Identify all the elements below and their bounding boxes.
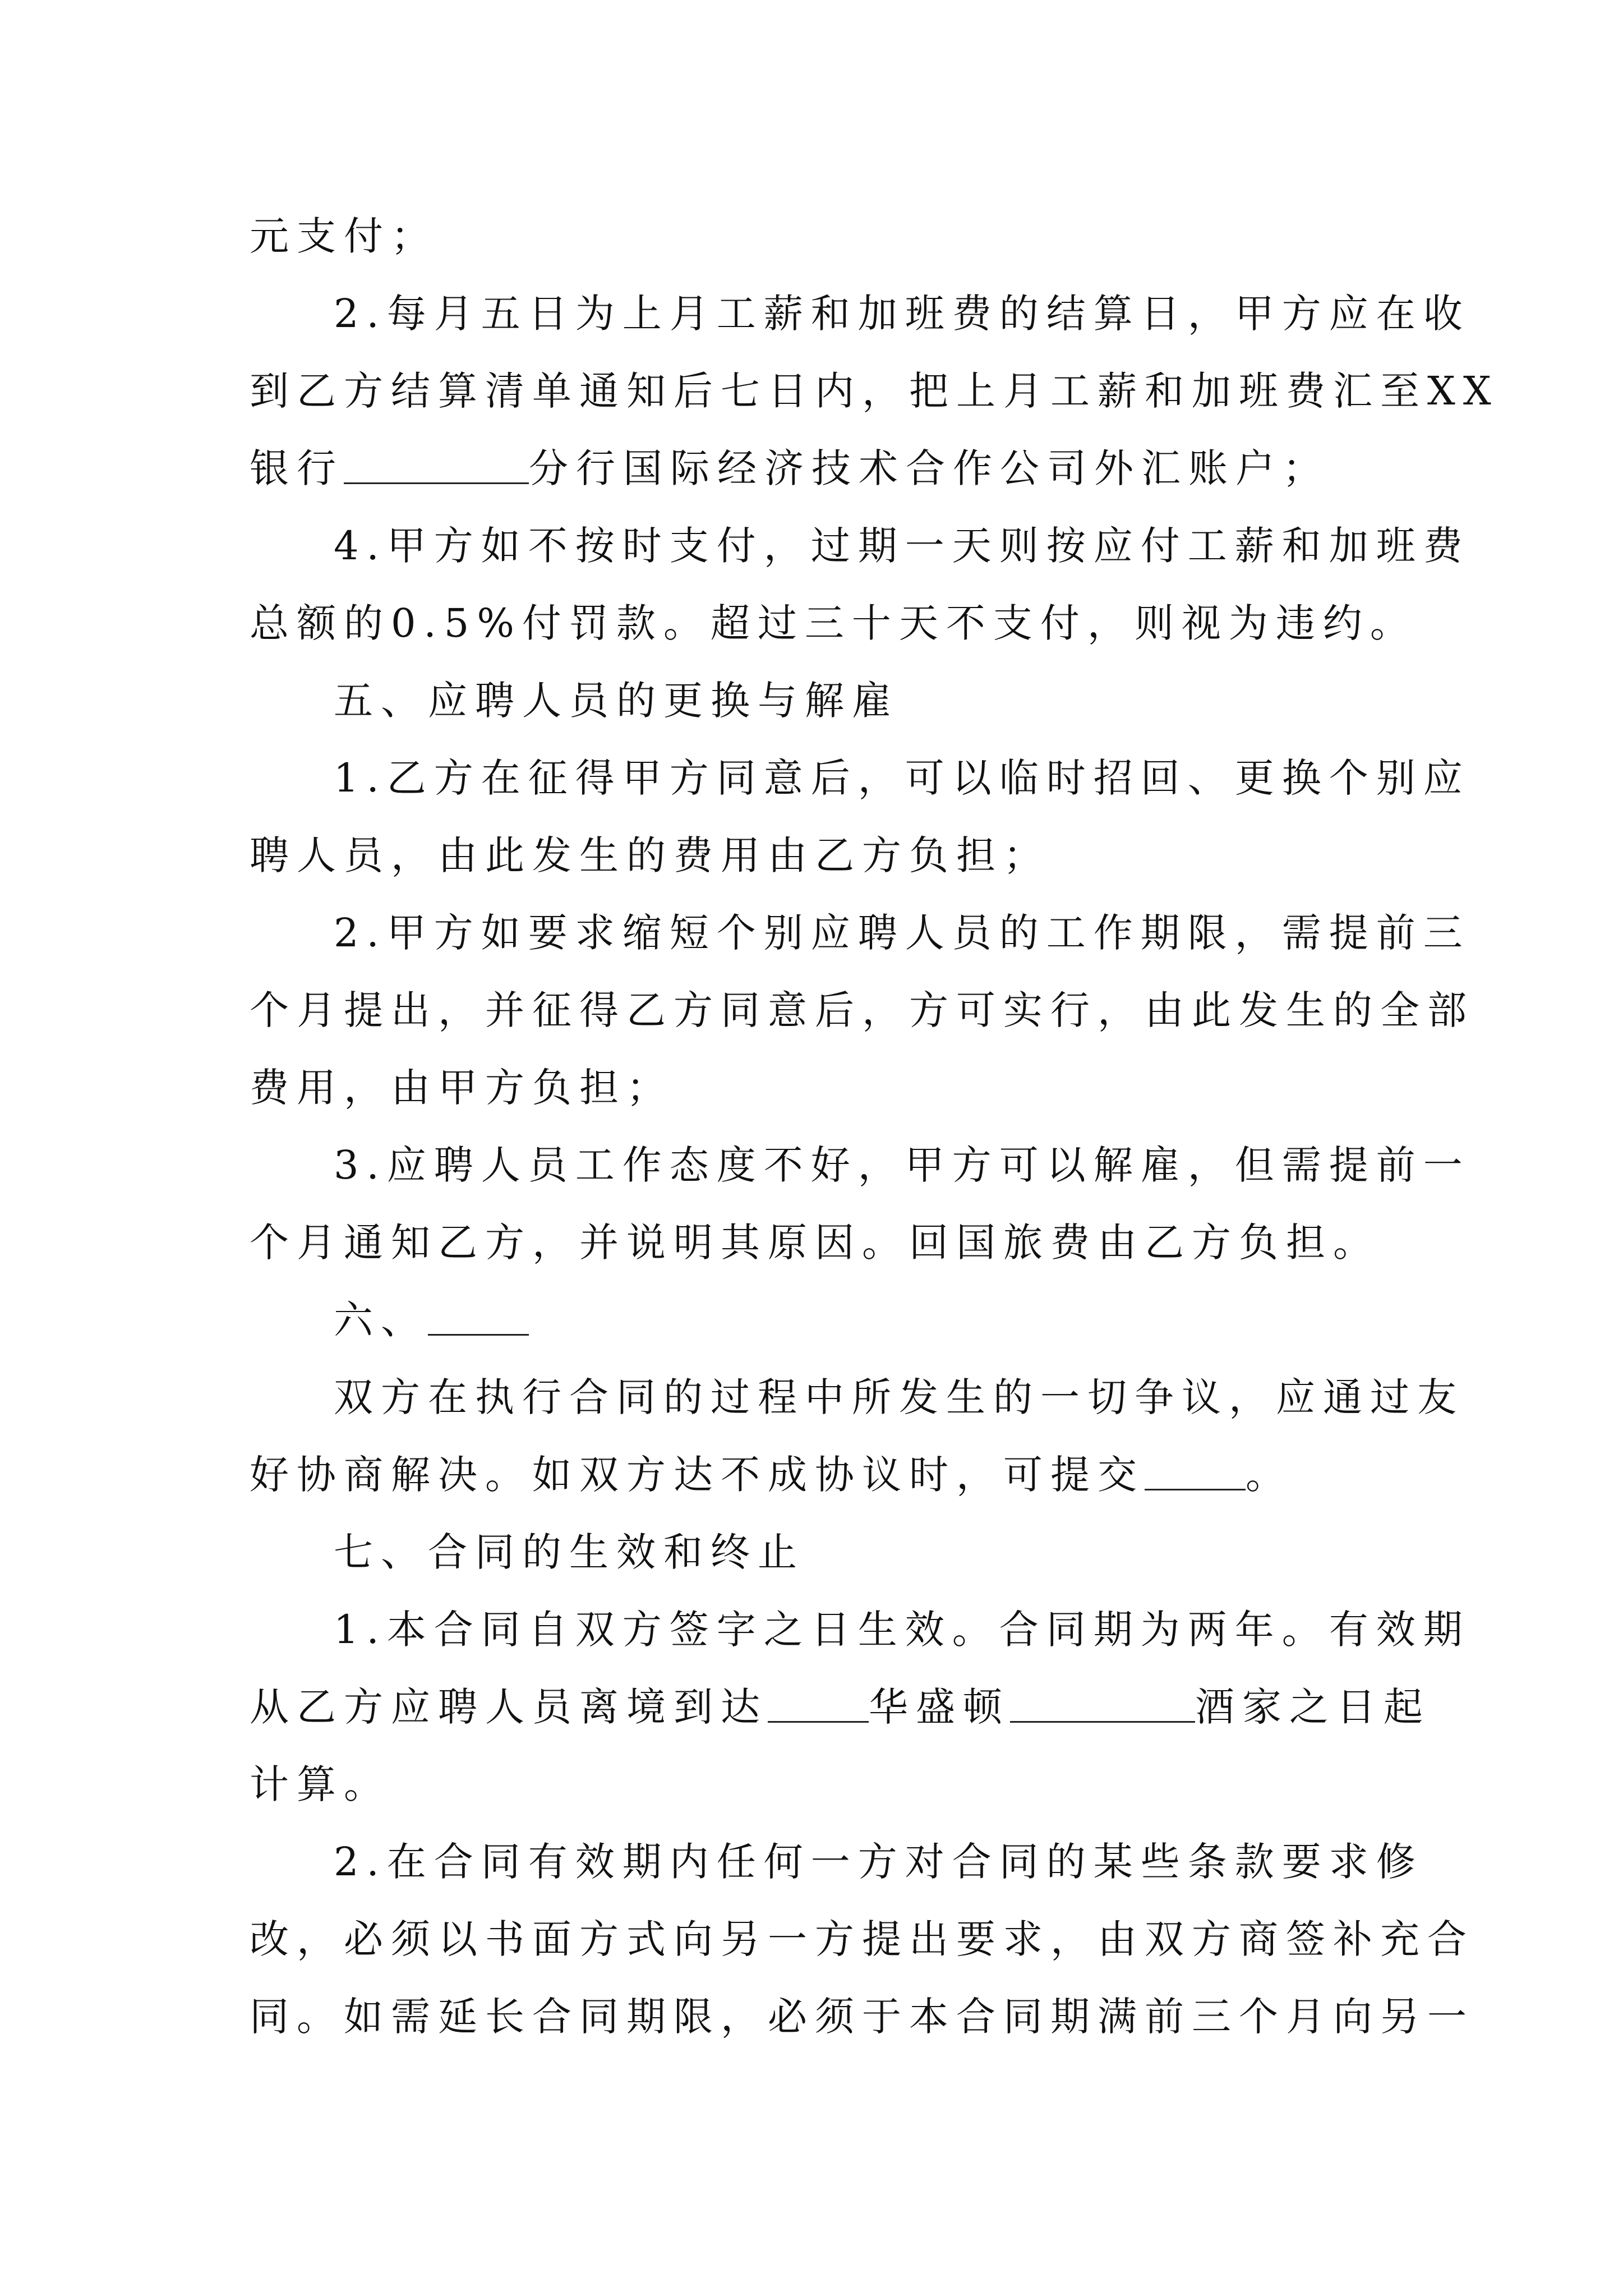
line-text: 到乙方结算清单通知后七日内，把上月工薪和加班费汇至XX [250, 368, 1499, 414]
text-line [250, 275, 1470, 352]
line-text: 分行国际经济技术合作公司外汇账户； [529, 445, 1330, 491]
text-line [250, 430, 1382, 507]
text-line [250, 1359, 1464, 1436]
text-line [250, 1823, 1423, 1901]
section-heading [250, 1513, 1382, 1591]
text-line [250, 972, 1474, 1049]
text-line [250, 507, 1470, 585]
text-line [250, 739, 1470, 817]
text-line [250, 817, 1382, 894]
text-line [250, 1746, 1382, 1823]
line-text: 2.在合同有效期内任何一方对合同的某些条款要求修 [334, 1839, 1423, 1885]
line-text: 个月提出，并征得乙方同意后，方可实行，由此发生的全部 [250, 987, 1474, 1033]
heading-text: 五、应聘人员的更换与解雇 [334, 678, 899, 724]
text-line [250, 1978, 1474, 2055]
line-text: 2.甲方如要求缩短个别应聘人员的工作期限，需提前三 [334, 910, 1470, 956]
heading-text: 六、 [334, 1297, 428, 1343]
text-line [250, 1204, 1382, 1281]
line-text: 酒家之日起 [1195, 1684, 1431, 1730]
fill-in-blank [768, 1687, 869, 1723]
line-text: 聘人员，由此发生的费用由乙方负担； [250, 832, 1050, 878]
line-text: 总额的0.5%付罚款。超过三十天不支付，则视为违约。 [250, 600, 1417, 646]
text-line [250, 197, 1382, 275]
text-line [250, 1436, 1382, 1513]
text-line [250, 1901, 1474, 1978]
line-text: 好协商解决。如双方达不成协议时，可提交 [250, 1452, 1145, 1498]
text-line [250, 894, 1470, 972]
line-text: 双方在执行合同的过程中所发生的一切争议，应通过友 [334, 1374, 1464, 1420]
line-text: 元支付； [250, 213, 438, 259]
line-text: 同。如需延长合同期限，必须于本合同期满前三个月向另一 [250, 1994, 1474, 2040]
text-line [250, 352, 1499, 430]
text-line [250, 1049, 1382, 1126]
line-text: 。 [1246, 1452, 1293, 1498]
document-page [250, 197, 1499, 2055]
line-text: 改，必须以书面方式向另一方提出要求，由双方商签补充合 [250, 1916, 1474, 1962]
line-text: 华盛顿 [869, 1684, 1010, 1730]
fill-in-blank [1010, 1687, 1195, 1723]
section-heading [250, 662, 1382, 739]
fill-in-blank [344, 449, 529, 484]
fill-in-blank [428, 1300, 529, 1336]
line-text: 4.甲方如不按时支付，过期一天则按应付工薪和加班费 [334, 523, 1470, 569]
line-text: 1.本合同自双方签字之日生效。合同期为两年。有效期 [334, 1607, 1470, 1653]
line-text: 3.应聘人员工作态度不好，甲方可以解雇，但需提前一 [334, 1142, 1470, 1188]
line-text: 银行 [250, 445, 344, 491]
text-line [250, 1591, 1470, 1668]
text-line [250, 585, 1417, 662]
fill-in-blank [1145, 1455, 1246, 1490]
line-text: 2.每月五日为上月工薪和加班费的结算日，甲方应在收 [334, 291, 1470, 337]
heading-text: 七、合同的生效和终止 [334, 1529, 805, 1575]
line-text: 1.乙方在征得甲方同意后，可以临时招回、更换个别应 [334, 755, 1470, 801]
text-line [250, 1668, 1431, 1746]
line-text: 费用，由甲方负担； [250, 1065, 674, 1111]
section-heading [250, 1281, 1382, 1359]
line-text: 个月通知乙方，并说明其原因。回国旅费由乙方负担。 [250, 1220, 1380, 1266]
line-text: 计算。 [250, 1761, 391, 1807]
line-text: 从乙方应聘人员离境到达 [250, 1684, 768, 1730]
text-line [250, 1126, 1470, 1204]
